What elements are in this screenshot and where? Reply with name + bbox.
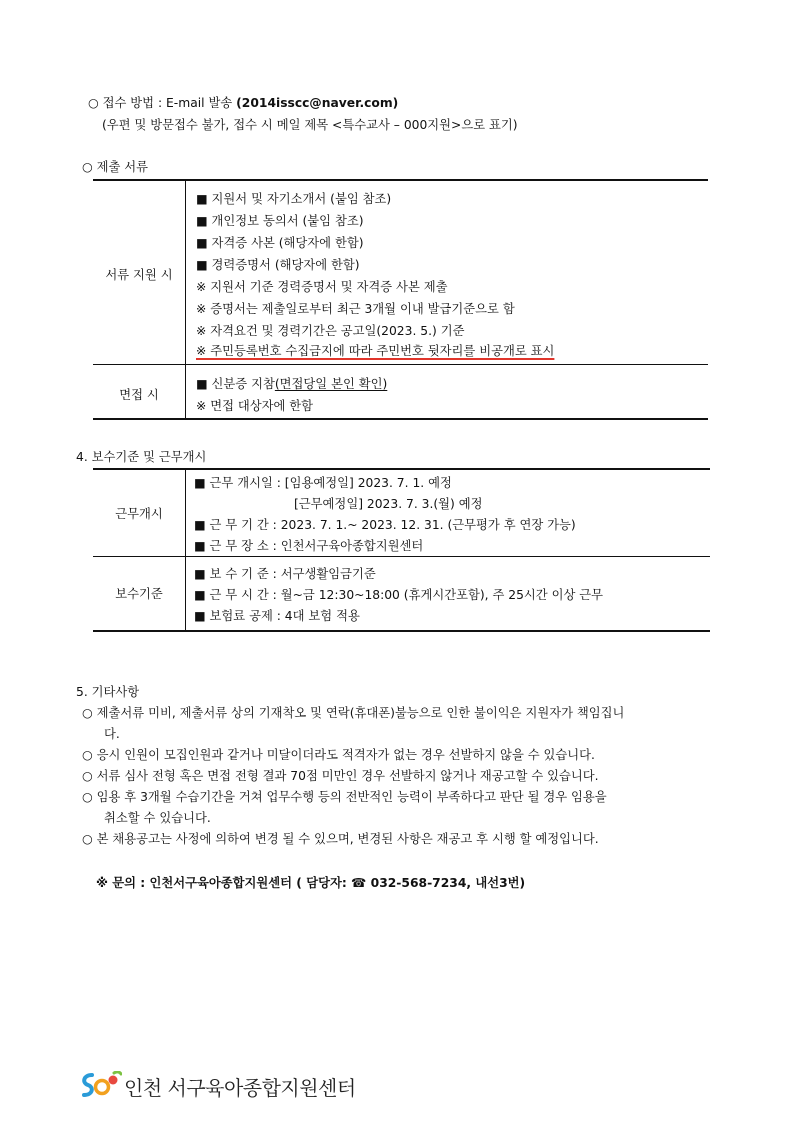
list-item: ○ 서류 심사 전형 혹은 면접 전형 결과 70점 미만인 경우 선발하지 않거나 재공고할 수 있습니다. bbox=[82, 769, 599, 783]
footer-logo bbox=[78, 1071, 356, 1101]
list-item: ○ 응시 인원이 모집인원과 같거나 미달이더라도 적격자가 없는 경우 선발하지 않을 수 있습니다. bbox=[82, 748, 595, 762]
list-item: [근무예정일] 2023. 7. 3.(월) 예정 bbox=[294, 497, 483, 511]
etc-heading: 5. 기타사항 bbox=[76, 685, 140, 699]
list-item: ※ 주민등록번호 수집금지에 따라 주민번호 뒷자리를 비공개로 표시 bbox=[196, 344, 555, 358]
list-item: ■ 근 무 시 간 : 월~금 12:30~18:00 (휴게시간포함), 주 25시간 이상 근무 bbox=[194, 588, 603, 602]
reception-method bbox=[88, 93, 398, 111]
list-item: ■ 경력증명서 (해당자에 한함) bbox=[196, 258, 360, 272]
list-item: ○ 임용 후 3개월 수습기간을 거쳐 업무수행 등의 전반적인 능력이 부족하다고 판단 될 경우 임용을 bbox=[82, 790, 607, 804]
center-logo-icon bbox=[78, 1071, 122, 1099]
reception-method-label: ○ 접수 방법 : E-mail 발송 bbox=[88, 96, 237, 110]
logo-text: 인천 서구육아종합지원센터 bbox=[124, 1076, 356, 1100]
list-item: ■ 근 무 기 간 : 2023. 7. 1.~ 2023. 12. 31. (근무평가 후 연장 가능) bbox=[194, 518, 576, 532]
list-item: ※ 면접 대상자에 한함 bbox=[196, 399, 314, 413]
list-item bbox=[196, 374, 387, 392]
list-item: ■ 개인정보 동의서 (붙임 참조) bbox=[196, 214, 364, 228]
list-item: ■ 지원서 및 자기소개서 (붙임 참조) bbox=[196, 192, 392, 206]
list-item: ■ 근 무 장 소 : 인천서구육아종합지원센터 bbox=[194, 539, 424, 553]
list-item: ■ 보 수 기 준 : 서구생활임금기준 bbox=[194, 567, 376, 581]
list-item: 취소할 수 있습니다. bbox=[104, 811, 211, 825]
list-item: ■ 보험료 공제 : 4대 보험 적용 bbox=[194, 609, 360, 623]
id-check-note: (면접당일 본인 확인) bbox=[274, 377, 388, 391]
list-item: ○ 본 채용공고는 사정에 의하여 변경 될 수 있으며, 변경된 사항은 재공고 후 시행 할 예정입니다. bbox=[82, 832, 599, 846]
list-item: ■ 근무 개시일 : [임용예정일] 2023. 7. 1. 예정 bbox=[194, 476, 452, 490]
list-item: ○ 제출서류 미비, 제출서류 상의 기재착오 및 연락(휴대폰)불능으로 인한 불이익은 지원자가 책임집니 bbox=[82, 706, 625, 720]
contact-info: ※ 문의 : 인천서구육아종합지원센터 ( 담당자: ☎ 032-568-7234, 내선3번) bbox=[96, 876, 526, 890]
pay-row-label-pay: 보수기준 bbox=[115, 587, 163, 601]
list-item: ■ 자격증 사본 (해당자에 한함) bbox=[196, 236, 364, 250]
reception-email: (2014isscc@naver.com) bbox=[236, 96, 399, 110]
list-item: ※ 자격요건 및 경력기간은 공고일(2023. 5.) 기준 bbox=[196, 324, 465, 338]
pay-heading: 4. 보수기준 및 근무개시 bbox=[76, 450, 207, 464]
list-item: ※ 증명서는 제출일로부터 최근 3개월 이내 발급기준으로 함 bbox=[196, 302, 515, 316]
documents-row-label-application: 서류 지원 시 bbox=[105, 268, 173, 282]
pay-row-label-start: 근무개시 bbox=[115, 507, 163, 521]
documents-row-label-interview: 면접 시 bbox=[119, 388, 159, 402]
list-item: ※ 지원서 기준 경력증명서 및 자격증 사본 제출 bbox=[196, 280, 448, 294]
list-item: 다. bbox=[104, 727, 120, 741]
id-card-text: ■ 신분증 지참 bbox=[196, 377, 275, 391]
reception-note: (우편 및 방문접수 불가, 접수 시 메일 제목 <특수교사 – 000지원>으로 표기) bbox=[102, 118, 518, 132]
documents-heading: ○ 제출 서류 bbox=[82, 160, 149, 174]
